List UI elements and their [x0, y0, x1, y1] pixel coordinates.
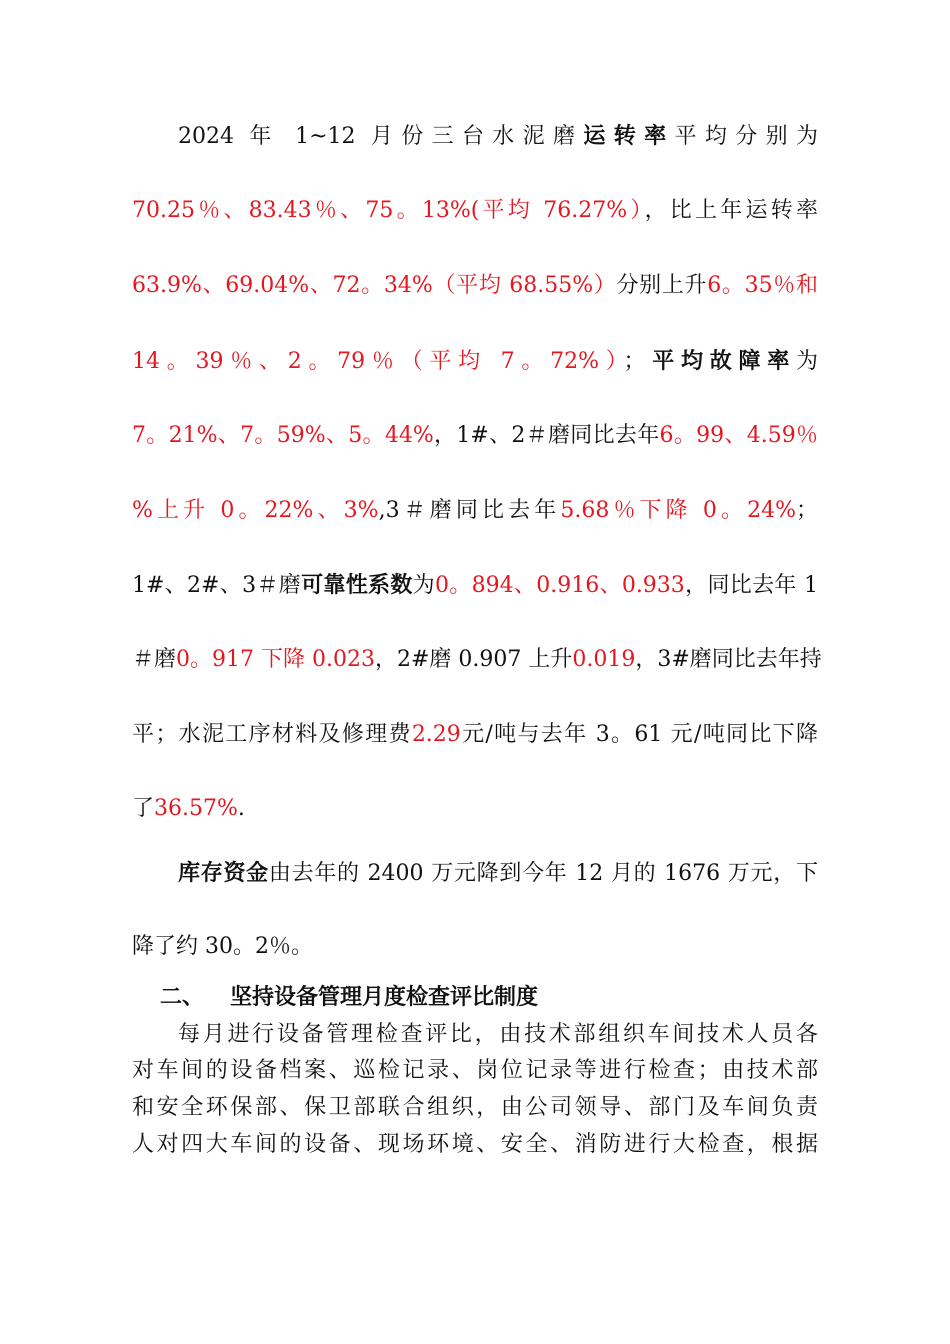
highlight-value: 0。894、0.916、0.933 — [434, 573, 685, 598]
section-heading — [160, 982, 538, 1012]
highlight-value: 2.29 — [411, 722, 461, 747]
term-failure-rate: 平均故障率 — [645, 348, 796, 374]
highlight-value: %上升 0。22%、3% — [132, 498, 379, 523]
text-run: 由去年的 2400 万元降到今年 12 月的 1676 万元，下 — [268, 861, 818, 886]
p1-line-9 — [132, 719, 818, 751]
highlight-value: 0.019 — [572, 647, 636, 672]
highlight-value: 7。21%、7。59%、5。44% — [132, 423, 434, 448]
highlight-value: 5.68％下降 0。24% — [560, 498, 796, 523]
text-run: ，2#磨 0.907 上升 — [374, 647, 573, 672]
term-inventory-funds: 库存资金 — [178, 860, 269, 886]
text-run: 平；水泥工序材料及修理费 — [132, 722, 412, 747]
text-run: 对车间的设备档案、巡检记录、岗位记录等进行检查；由技术部 — [132, 1058, 818, 1083]
text-run: ； — [795, 498, 818, 523]
text-run: 平均分别为 — [674, 124, 818, 149]
p1-line-2 — [132, 195, 818, 227]
p2-line-1 — [178, 857, 818, 889]
text-run: ，1#、2＃磨同比去年 — [433, 423, 660, 448]
text-run: ，同比去年 1 — [684, 573, 818, 598]
text-run: 每月进行设备管理检查评比，由技术部组织车间技术人员各 — [178, 1022, 818, 1047]
p3-line-1 — [178, 1020, 818, 1050]
text-run: 降了约 30。2％。 — [132, 934, 313, 959]
highlight-value: 36.57% — [154, 796, 238, 821]
p1-line-7 — [132, 569, 818, 601]
text-run: ，3#磨同比去年持 — [635, 647, 822, 672]
text-run: 和安全环保部、保卫部联合组织，由公司领导、部门及车间负责 — [132, 1095, 818, 1120]
p1-line-6 — [132, 495, 818, 527]
highlight-value: 63.9%、69.04%、72。34%（平均 68.55%） — [132, 273, 617, 298]
text-run: 2024 年 1~12 月份三台水泥磨 — [178, 124, 584, 149]
text-run: 人对四大车间的设备、现场环境、安全、消防进行大检查，根据 — [132, 1132, 818, 1157]
p3-line-4 — [132, 1130, 818, 1160]
p1-line-8 — [132, 644, 822, 676]
text-run: 了 — [132, 796, 155, 821]
p1-line-4 — [132, 345, 818, 377]
text-run: . — [237, 796, 245, 821]
text-run: ； — [623, 349, 646, 374]
text-run: ，比上年运转率 — [644, 198, 818, 223]
text-run: 为 — [795, 349, 818, 374]
highlight-value: 6。99、4.59％ — [659, 423, 819, 448]
text-run: 元/吨与去年 3。61 元/吨同比下降 — [460, 722, 818, 747]
p1-line-5 — [132, 420, 818, 452]
p1-line-3 — [132, 270, 818, 302]
highlight-value: 0。917 下降 0.023 — [176, 647, 375, 672]
p1-line-10 — [132, 793, 818, 825]
section-title: 坚持设备管理月度检查评比制度 — [230, 984, 539, 1010]
p2-line-2 — [132, 931, 818, 963]
p3-line-2 — [132, 1056, 818, 1086]
highlight-value: 6。35％和 — [707, 273, 818, 298]
text-run: ＃磨 — [132, 647, 177, 672]
p3-line-3 — [132, 1093, 818, 1123]
text-run: 1#、2#、3＃磨 — [132, 573, 302, 598]
term-reliability-coefficient: 可靠性系数 — [301, 572, 413, 598]
section-number: 二、 — [160, 984, 205, 1010]
text-run: 分别上升 — [616, 273, 708, 298]
text-run: ,3＃磨同比去年 — [378, 498, 561, 523]
term-operating-rate: 运转率 — [583, 123, 675, 149]
highlight-value: 14。39％、2。79％（平均 7。72%） — [132, 349, 624, 374]
highlight-value: 70.25％、83.43％、75。13%(平均 76.27%） — [132, 198, 645, 223]
p1-line-1 — [178, 120, 818, 152]
text-run: 为 — [412, 573, 435, 598]
